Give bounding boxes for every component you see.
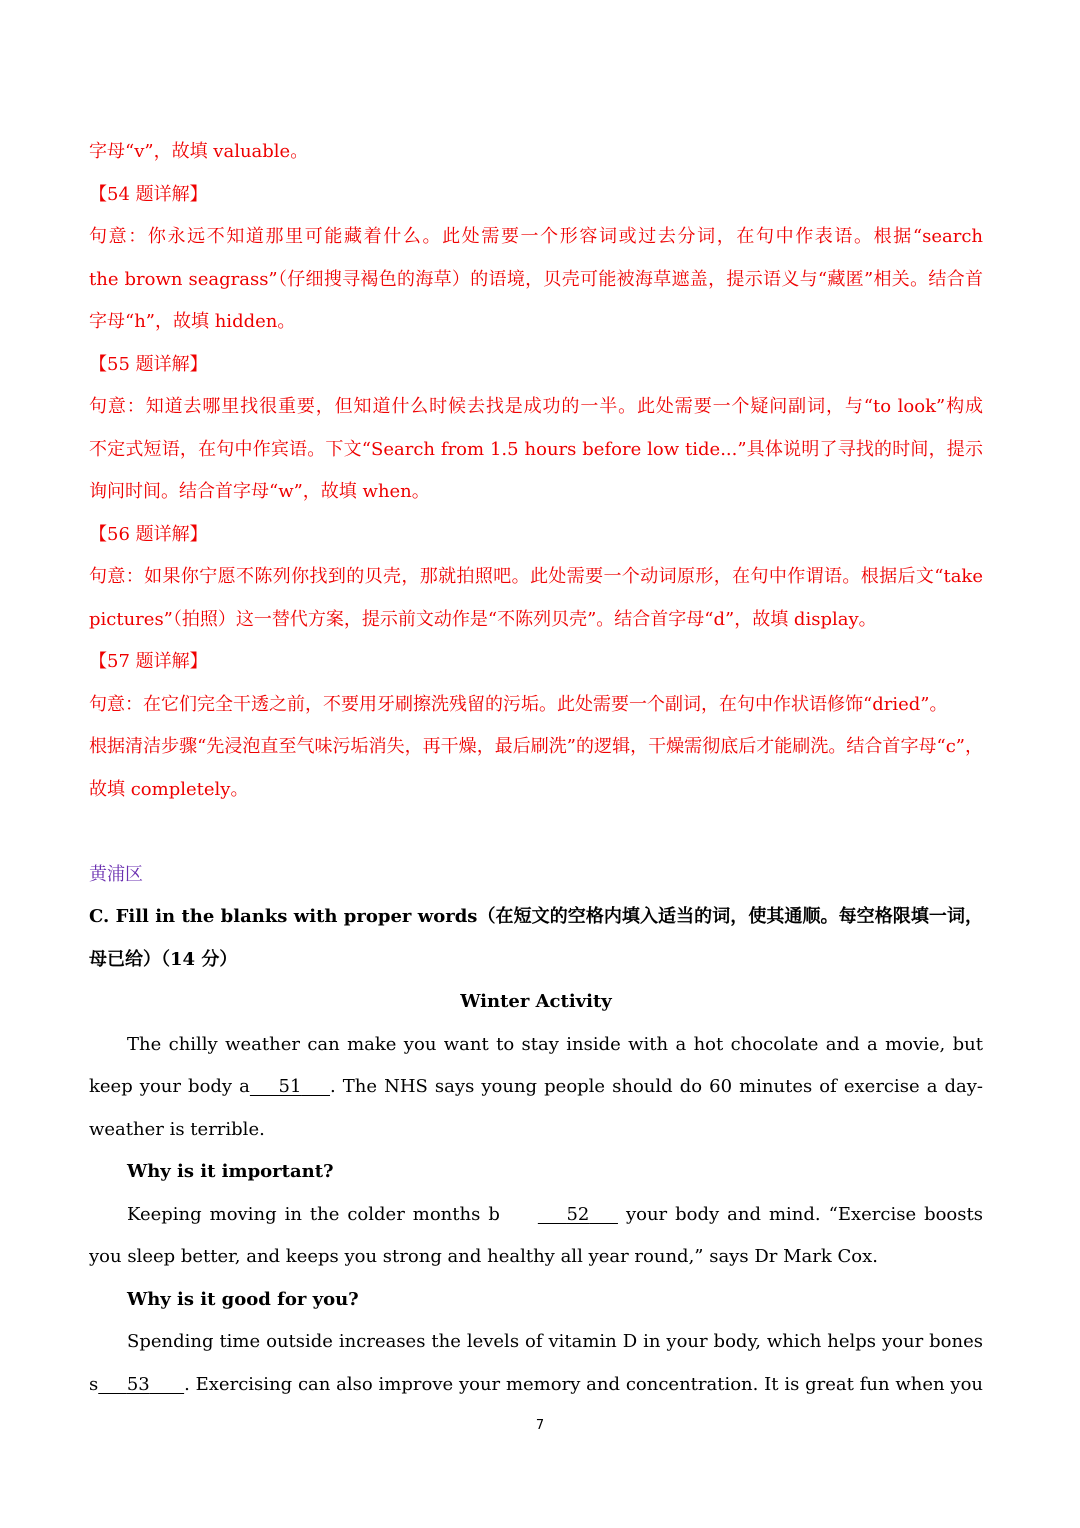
- page-number: 7: [535, 1418, 545, 1433]
- passage-heading: Why is it important?: [127, 1161, 334, 1182]
- page-body: [89, 131, 983, 1406]
- q55-line: 询问时间。结合首字母“w”，故填 when。: [89, 481, 430, 502]
- passage-line: Spending time outside increases the levels of vitamin D in your body, which helps your bones: [127, 1331, 983, 1352]
- q56-line: pictures”（拍照）这一替代方案，提示前文动作是“不陈列贝壳”。结合首字母“d”，故填 display。: [89, 608, 877, 630]
- q55-header: 【55 题详解】: [89, 353, 208, 375]
- passage-heading: Why is it good for you?: [127, 1288, 359, 1310]
- q57-line: 句意：在它们完全干透之前，不要用牙刷擦洗残留的污垢。此处需要一个副词，在句中作状语修饰“dried”。: [89, 693, 948, 715]
- blank-number: 51: [278, 1076, 302, 1097]
- q54-line: the brown seagrass”（仔细搜寻褐色的海草）的语境，贝壳可能被海草遮盖，提示语义与“藏匿”相关。结合首: [89, 268, 983, 290]
- q54-line: 字母“h”，故填 hidden。: [89, 311, 296, 332]
- q57-header: 【57 题详解】: [89, 651, 208, 672]
- district-label: 黄浦区: [89, 863, 143, 885]
- q57-line: 根据清洁步骤“先浸泡直至气味污垢消失，再干燥，最后刷洗”的逻辑，干燥需彻底后才能刷洗。结合首字母“c”，: [89, 736, 983, 757]
- passage-text: your body and mind. “Exercise boosts: [625, 1203, 983, 1225]
- blank-51[interactable]: [250, 1066, 330, 1109]
- section-instruction: 母已给）（14 分）: [89, 948, 238, 970]
- passage-line: you sleep better, and keeps you strong and healthy all year round,” says Dr Mark Cox.: [89, 1246, 878, 1267]
- blank-53[interactable]: [98, 1364, 184, 1407]
- passage-text: . Exercising can also improve your memory and concentration. It is great fun when you: [184, 1373, 983, 1395]
- section-instruction: C. Fill in the blanks with proper words（在短文的空格内填入适当的词，使其通顺。每空格限填一词，: [89, 906, 983, 927]
- passage-text: keep your body a: [89, 1076, 250, 1097]
- passage-line: [89, 1194, 983, 1237]
- passage-text: Keeping moving in the colder months b: [127, 1203, 500, 1225]
- q55-line: 不定式短语，在句中作宾语。下文“Search from 1.5 hours before low tide...”具体说明了寻找的时间，提示: [89, 438, 983, 460]
- passage-title: Winter Activity: [460, 991, 612, 1012]
- q55-line: 句意：知道去哪里找很重要，但知道什么时候去找是成功的一半。此处需要一个疑问副词，与“to look”构成: [89, 396, 983, 417]
- spacer: [89, 811, 983, 854]
- q56-header: 【56 题详解】: [89, 523, 208, 545]
- passage-line: [89, 1364, 983, 1407]
- blank-52[interactable]: [500, 1194, 618, 1237]
- passage-text: . The NHS says young people should do 60 minutes of exercise a day-: [330, 1076, 983, 1097]
- explanation-carry-line: 字母“v”，故填 valuable。: [89, 141, 309, 162]
- q54-header: 【54 题详解】: [89, 183, 208, 205]
- passage-text: s: [89, 1373, 99, 1395]
- q56-line: 句意：如果你宁愿不陈列你找到的贝壳，那就拍照吧。此处需要一个动词原形，在句中作谓语。根据后文“take: [89, 566, 983, 587]
- passage-line: [89, 1066, 983, 1109]
- blank-number: 52: [566, 1203, 590, 1225]
- passage-line: The chilly weather can make you want to stay inside with a hot chocolate and a movie, but: [127, 1033, 983, 1055]
- passage-line: weather is terrible.: [89, 1118, 265, 1140]
- blank-number: 53: [126, 1373, 150, 1395]
- q57-line: 故填 completely。: [89, 778, 249, 800]
- q54-line: 句意：你永远不知道那里可能藏着什么。此处需要一个形容词或过去分词，在句中作表语。根据“search: [89, 226, 983, 247]
